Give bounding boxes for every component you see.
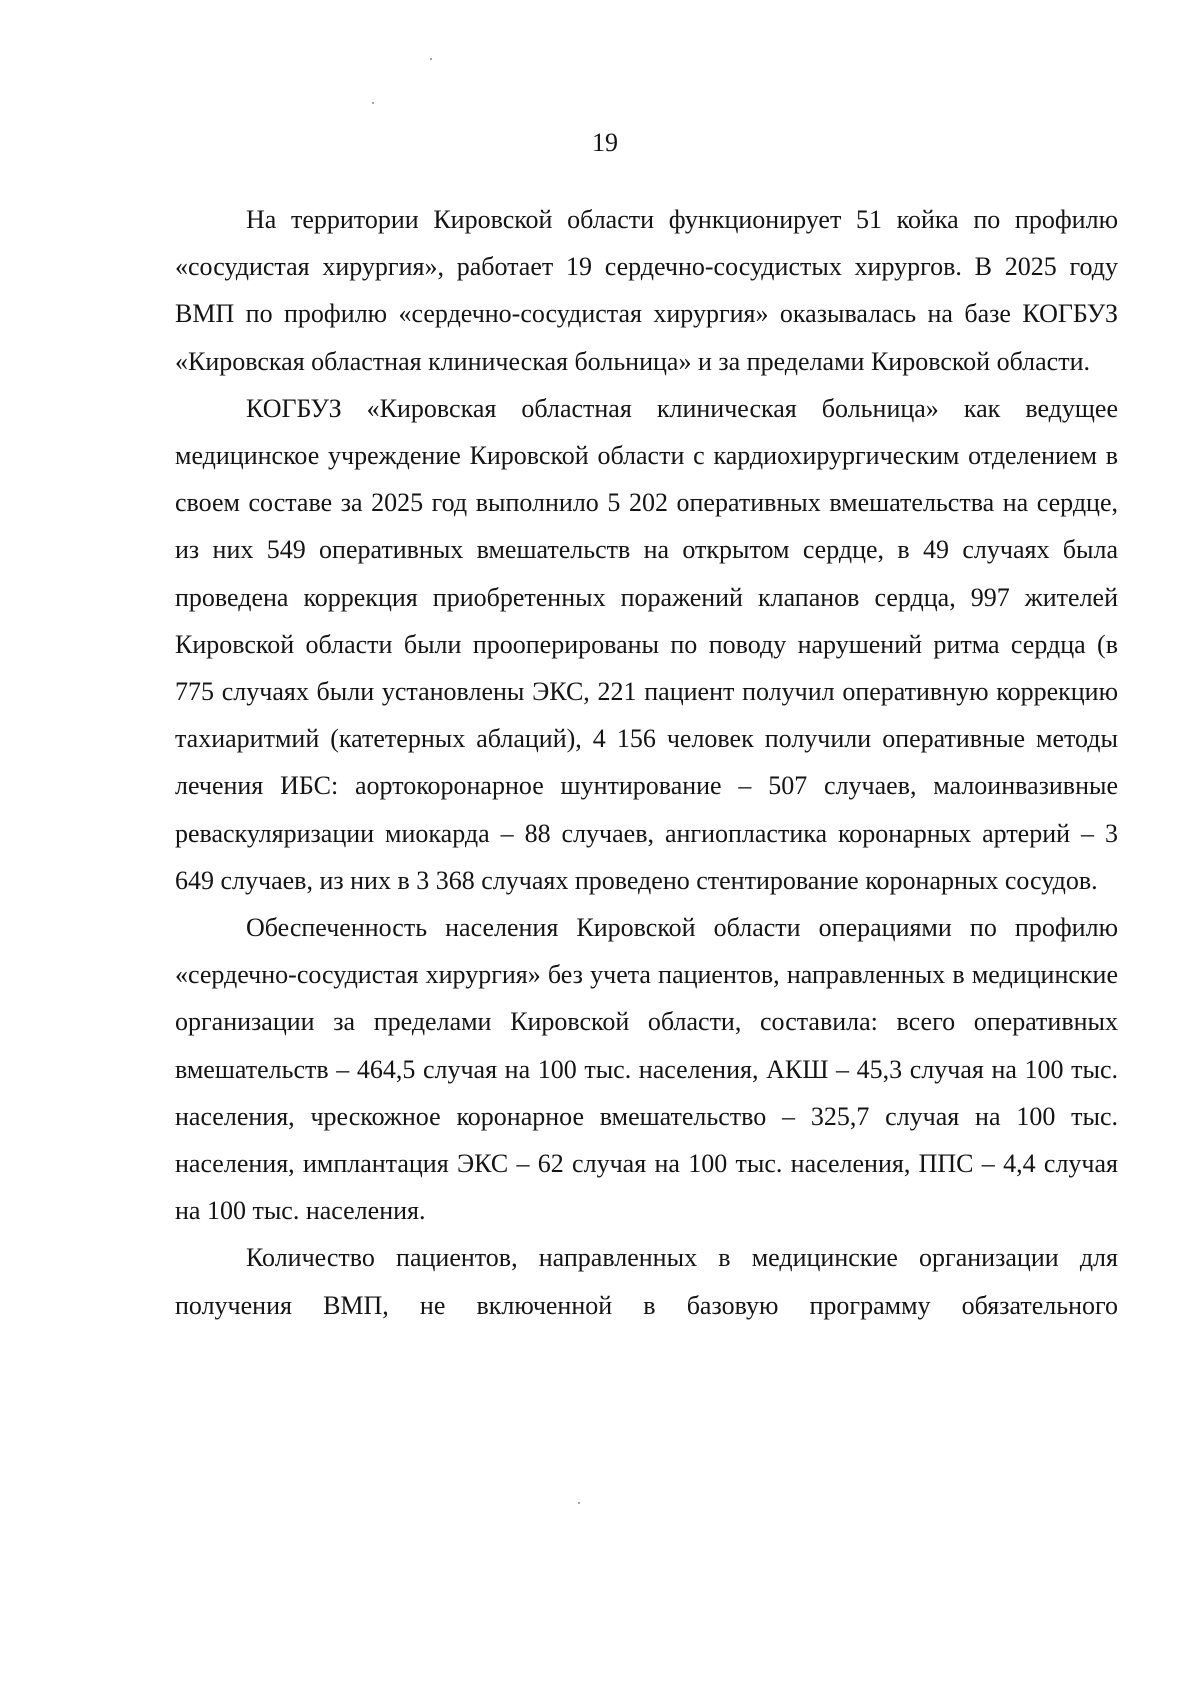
page-number: 19 bbox=[592, 128, 618, 157]
scan-speck bbox=[430, 58, 432, 60]
scan-speck bbox=[372, 102, 374, 104]
scan-speck bbox=[578, 1502, 580, 1504]
paragraph-bed-capacity: На территории Кировской области функционирует 51 койка по профилю «сосудистая хирургия», работает 19 сердечно-сосудистых хирургов. В 2025 году ВМП по профилю «сердечно-сосудистая хирургия» оказывалась на базе КОГБУЗ «Кировская областная клиническая больница» и за пределами Кировской области. bbox=[175, 205, 1118, 376]
paragraph-hospital-operations: КОГБУЗ «Кировская областная клиническая больница» как ведущее медицинское учреждение Кировской области с кардиохирургическим отделением в своем составе за 2025 год выполнило 5 202 оперативных вмешательства на сердце, из них 549 оперативных вмешательств на открытом сердце, в 49 случаях была проведена коррекция приобретенных поражений клапанов сердца, 997 жителей Кировской области были прооперированы по поводу нарушений ритма сердца (в 775 случаях были установлены ЭКС, 221 пациент получил оперативную коррекцию тахиаритмий (катетерных аблаций), 4 156 человек получили оперативные методы лечения ИБС: аортокоронарное шунтирование – 507 случаев, малоинвазивные реваскуляризации миокарда – 88 случаев, ангиопластика коронарных артерий – 3 649 случаев, из них в 3 368 случаях проведено стентирование коронарных сосудов. bbox=[175, 393, 1118, 895]
paragraph-population-coverage: Обеспеченность населения Кировской области операциями по профилю «сердечно-сосудистая хирургия» без учета пациентов, направленных в медицинские организации за пределами Кировской области, составила: всего оперативных вмешательств – 464,5 случая на 100 тыс. населения, АКШ – 45,3 случая на 100 тыс. населения, чрескожное коронарное вмешательство – 325,7 случая на 100 тыс. населения, имплантация ЭКС – 62 случая на 100 тыс. населения, ППС – 4,4 случая на 100 тыс. населения. bbox=[175, 913, 1118, 1226]
paragraph-referred-patients: Количество пациентов, направленных в медицинские организации для получения ВМП, не включенной в базовую программу обязательного bbox=[175, 1243, 1118, 1320]
document-body bbox=[175, 196, 1118, 1329]
